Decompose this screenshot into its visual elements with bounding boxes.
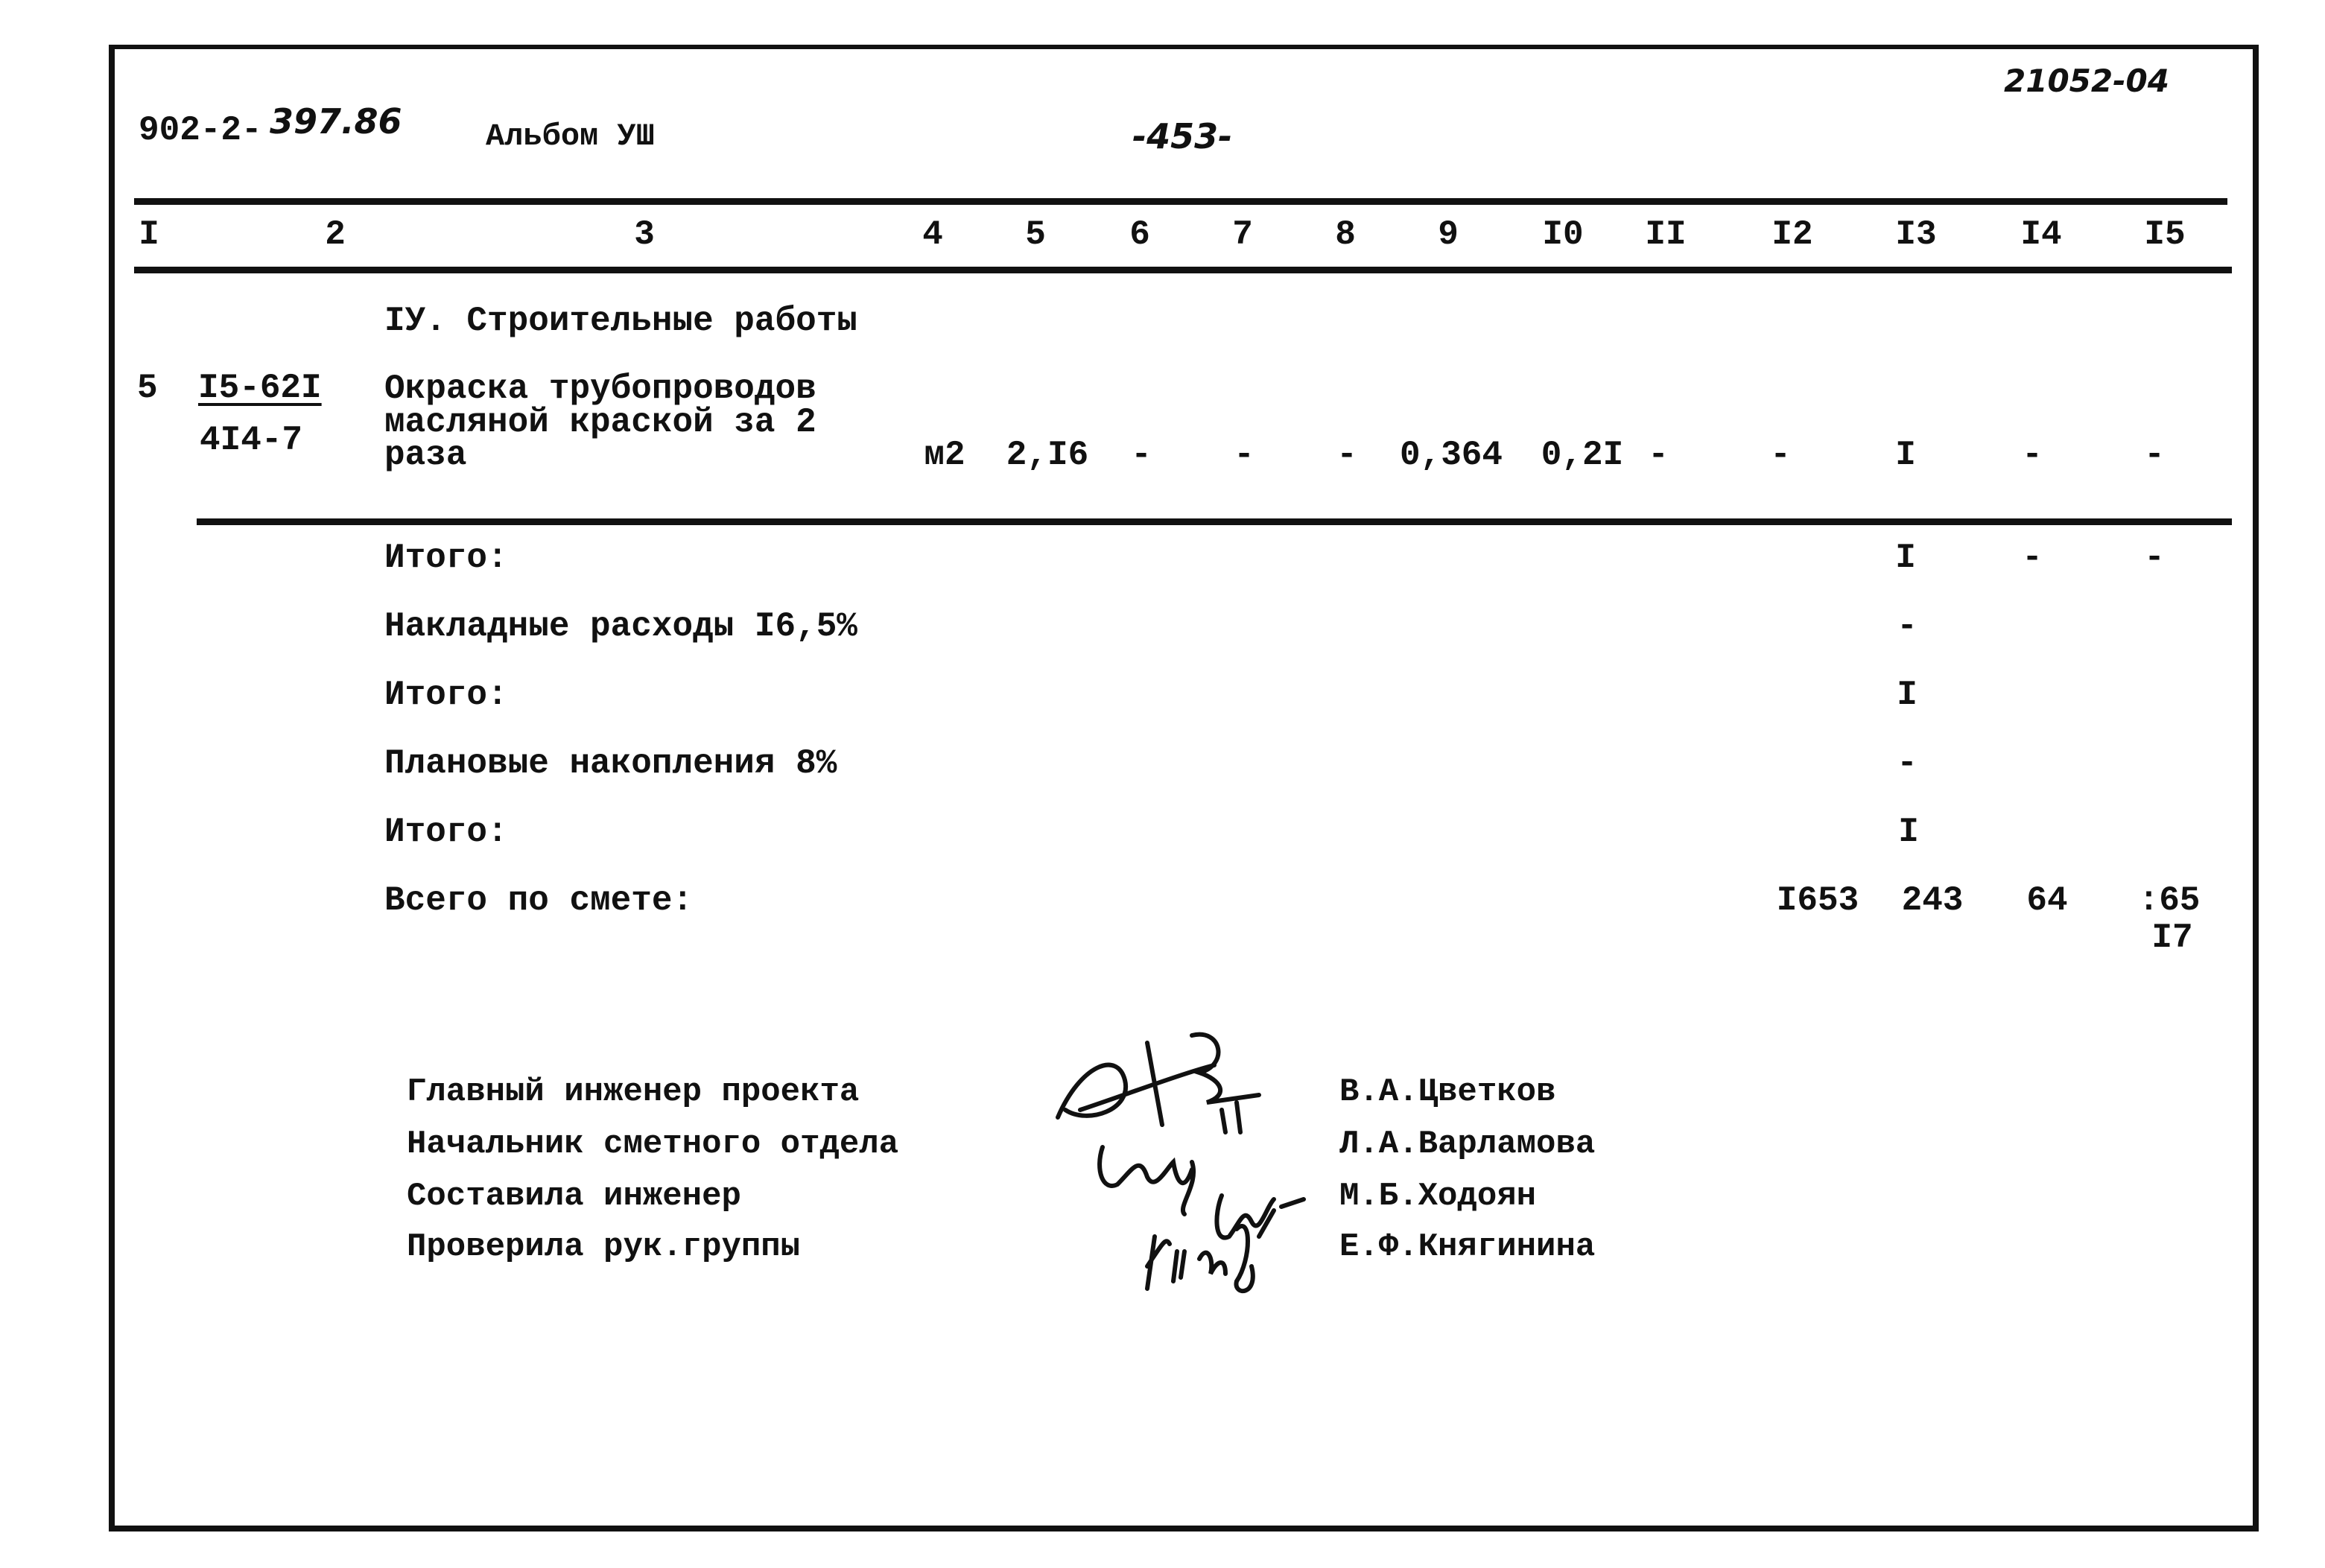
row-desc-2: масляной краской за 2	[384, 403, 816, 442]
signature-role: Проверила рук.группы	[407, 1228, 801, 1266]
planned-savings-label: Плановые накопления 8%	[384, 744, 837, 783]
total-c15: -	[2144, 539, 2165, 577]
series-prefix: 902-2-	[139, 111, 262, 150]
signature-role: Начальник сметного отдела	[407, 1126, 899, 1163]
row-c10: 0,2I	[1541, 436, 1624, 474]
column-header-2: 2	[325, 215, 346, 254]
grand-total-c13: 243	[1901, 881, 1964, 920]
signature-role: Составила инженер	[407, 1178, 741, 1215]
column-header-10: I0	[1542, 215, 1584, 254]
column-header-6: 6	[1129, 215, 1150, 254]
column-header-3: 3	[634, 215, 655, 254]
row-c8: -	[1336, 436, 1357, 474]
total-label: Итого:	[384, 676, 508, 714]
column-header-14: I4	[2020, 215, 2062, 254]
column-header-5: 5	[1025, 215, 1046, 254]
row-c14: -	[2022, 436, 2043, 474]
total-label: Итого:	[384, 539, 508, 577]
signature-role: Главный инженер проекта	[407, 1073, 860, 1111]
column-header-8: 8	[1335, 215, 1356, 254]
column-header-1: I	[139, 215, 159, 254]
row-c9: 0,364	[1399, 436, 1503, 474]
row-unit: м2	[924, 436, 965, 474]
row-qty: 2,I6	[1006, 436, 1089, 474]
row-number: 5	[137, 369, 158, 407]
page-number: -453-	[1132, 116, 1233, 156]
header-rule-top	[134, 198, 2227, 205]
total-c13: I	[1898, 813, 1919, 851]
grand-total-label: Всего по смете:	[384, 881, 694, 920]
column-header-11: II	[1645, 215, 1687, 254]
grand-total-c15b: I7	[2151, 918, 2193, 957]
album-label: Альбом УШ	[486, 118, 655, 154]
overhead-c13: -	[1897, 607, 1918, 646]
total-c13: I	[1895, 539, 1916, 577]
series-handwritten: 397.86	[270, 101, 402, 142]
overhead-label: Накладные расходы I6,5%	[384, 607, 857, 646]
header-rule-bottom	[134, 267, 2232, 273]
row-code-top: I5-62I	[198, 369, 322, 407]
section-title: IУ. Строительные работы	[384, 302, 857, 340]
signature-name: Е.Ф.Княгинина	[1339, 1228, 1596, 1266]
total-c13: I	[1897, 676, 1918, 714]
row-desc-1: Окраска трубопроводов	[384, 369, 816, 408]
signatures-handwritten	[1035, 1021, 1393, 1304]
column-header-4: 4	[922, 215, 943, 254]
row-c12: -	[1770, 436, 1791, 474]
signature-name: В.А.Цветков	[1339, 1073, 1556, 1111]
row-desc-3: раза	[384, 436, 467, 474]
row-c11: -	[1648, 436, 1669, 474]
signature-name: Л.А.Варламова	[1339, 1126, 1596, 1163]
row-c13: I	[1895, 436, 1916, 474]
row-c7: -	[1234, 436, 1255, 474]
doc-code: 21052-04	[2004, 63, 2169, 99]
row-code-bottom: 4I4-7	[200, 421, 303, 460]
planned-savings-c13: -	[1897, 744, 1918, 783]
row-rule	[197, 518, 2232, 525]
row-c6: -	[1131, 436, 1152, 474]
grand-total-c15a: :65	[2138, 881, 2201, 920]
grand-total-c14: 64	[2026, 881, 2068, 920]
column-header-7: 7	[1232, 215, 1253, 254]
column-header-12: I2	[1771, 215, 1813, 254]
column-header-15: I5	[2144, 215, 2186, 254]
signature-name: М.Б.Ходоян	[1339, 1178, 1537, 1215]
column-header-9: 9	[1438, 215, 1459, 254]
row-c15: -	[2144, 436, 2165, 474]
total-label: Итого:	[384, 813, 508, 851]
grand-total-c12: I653	[1776, 881, 1859, 920]
total-c14: -	[2022, 539, 2043, 577]
column-header-13: I3	[1895, 215, 1937, 254]
